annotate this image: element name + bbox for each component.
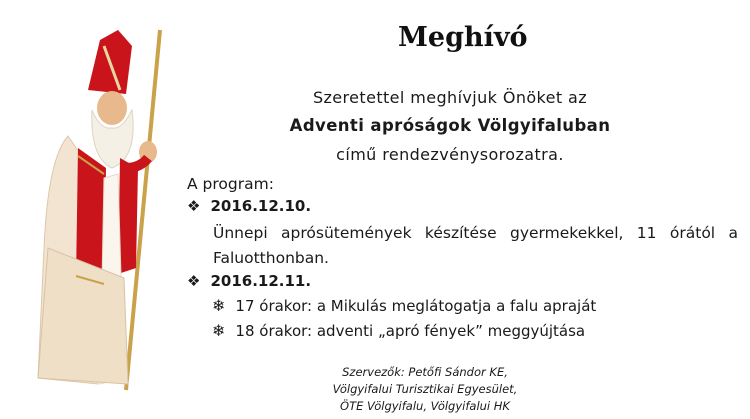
organizer-line: Szervezők: Petőfi Sándor KE, bbox=[342, 365, 508, 379]
intro-line-3: című rendezvénysorozatra. bbox=[336, 145, 564, 164]
santa-figure-icon bbox=[8, 18, 178, 398]
program-day-2 bbox=[187, 272, 311, 290]
program-item-text: 17 órakor: a Mikulás meglátogatja a falu apraját bbox=[235, 297, 597, 315]
program-item bbox=[212, 322, 585, 340]
program-item bbox=[212, 297, 596, 315]
organizer-line: Völgyifalui Turisztikai Egyesület, bbox=[332, 382, 518, 396]
program-day-2-date: 2016.12.11. bbox=[210, 272, 312, 290]
program-day-1-description: Ünnepi aprósütemények készítése gyermekekkel, 11 órától a Faluotthonban. bbox=[213, 224, 738, 267]
diamond-bullet-icon: ❖ bbox=[187, 196, 201, 215]
program-item-text: 18 órakor: adventi „apró fények” meggyújtása bbox=[235, 322, 586, 340]
intro-line-1: Szeretettel meghívjuk Önöket az bbox=[312, 88, 588, 107]
page-title: Meghívó bbox=[398, 22, 528, 53]
organizer-line: ÖTE Völgyifalu, Völgyifalui HK bbox=[340, 399, 510, 413]
organizers bbox=[300, 364, 550, 415]
event-name: Adventi apróságok Völgyifaluban bbox=[289, 116, 611, 135]
program-day-1-date: 2016.12.10. bbox=[210, 197, 312, 215]
snowflake-icon: ❄ bbox=[212, 321, 226, 340]
program-heading: A program: bbox=[187, 175, 274, 193]
diamond-bullet-icon: ❖ bbox=[187, 271, 201, 290]
snowflake-icon: ❄ bbox=[212, 296, 226, 315]
program-day-1 bbox=[187, 197, 311, 215]
